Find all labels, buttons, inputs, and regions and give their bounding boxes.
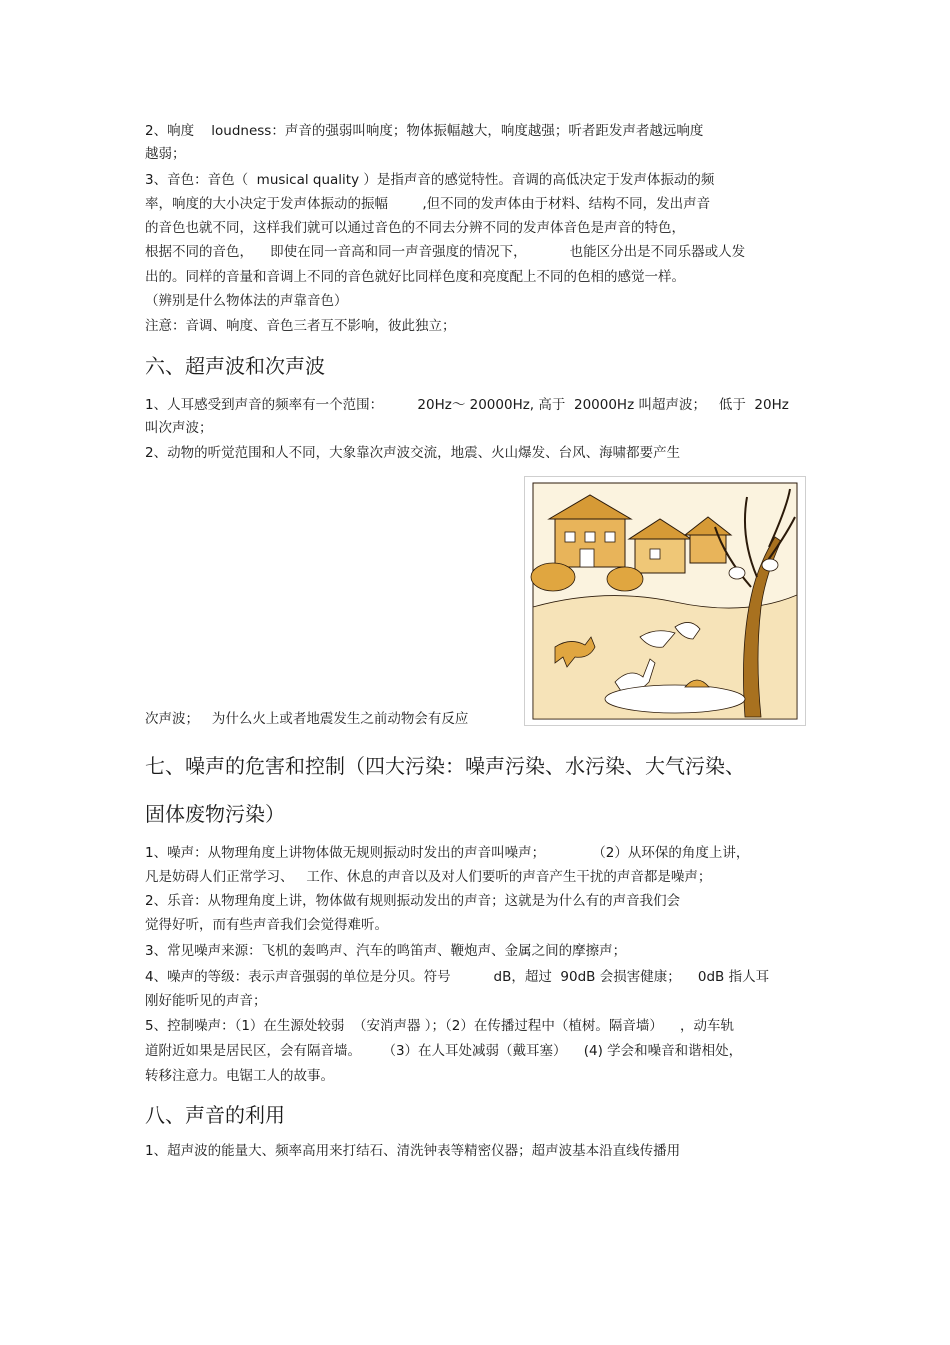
animal-hearing-line: 2、动物的听觉范围和人不同，大象靠次声波交流，地震、火山爆发、台风、海啸都要产生 [145, 445, 681, 461]
section6-heading: 六、超声波和次声波 [145, 354, 325, 378]
noise-level-line-2: 刚好能听见的声音； [145, 993, 267, 1009]
loudness-line-2: 越弱； [145, 146, 186, 162]
noise-control-line-1: 5、控制噪声：（1）在生源处较弱 （安消声器 ）；（2）在传播过程中（植树。隔音墙） ，动车轨 [145, 1018, 735, 1034]
timbre-line-6: （辨别是什么物体法的声靠音色） [145, 293, 348, 309]
music-line-2: 觉得好听，而有些声音我们会觉得难听。 [145, 917, 388, 933]
frequency-line-1: 1、人耳感受到声音的频率有一个范围： 20Hz～ 20000Hz, 高于 20000Hz 叫超声波； 低于 20Hz [145, 397, 789, 413]
noise-line-1: 1、噪声：从物理角度上讲物体做无规则振动时发出的声音叫噪声； （2）从环保的角度上讲， [145, 845, 750, 861]
section7-heading-line-2: 固体废物污染） [145, 802, 285, 826]
noise-control-line-2: 道附近如果是居民区，会有隔音墙。 （3）在人耳处减弱（戴耳塞） (4) 学会和噪音和谐相处， [145, 1043, 743, 1059]
noise-sources-line: 3、常见噪声来源：飞机的轰鸣声、汽车的鸣笛声、鞭炮声、金属之间的摩擦声； [145, 943, 627, 959]
ultrasound-use-line: 1、超声波的能量大、频率高用来打结石、清洗钟表等精密仪器；超声波基本沿直线传播用 [145, 1143, 681, 1159]
noise-line-2: 凡是妨碍人们正常学习、 工作、休息的声音以及对人们要听的声音产生干扰的声音都是噪声； [145, 869, 712, 885]
note-line: 注意：音调、响度、音色三者互不影响，彼此独立； [145, 318, 456, 334]
frequency-line-2: 叫次声波； [145, 420, 213, 436]
village-animals-illustration [524, 476, 806, 726]
infrasound-caption: 次声波； 为什么火上或者地震发生之前动物会有反应 [145, 711, 469, 727]
timbre-line-2: 率，响度的大小决定于发声体振动的振幅 ,但不同的发声体由于材料、结构不同，发出声音 [145, 196, 711, 212]
section8-heading: 八、声音的利用 [145, 1103, 285, 1127]
timbre-line-3: 的音色也就不同，这样我们就可以通过音色的不同去分辨不同的发声体音色是声音的特色， [145, 220, 685, 236]
timbre-line-4: 根据不同的音色， 即使在同一音高和同一声音强度的情况下， 也能区分出是不同乐器或人发 [145, 244, 746, 260]
noise-level-line-1: 4、噪声的等级：表示声音强弱的单位是分贝。符号 dB，超过 90dB 会损害健康； 0dB 指人耳 [145, 969, 770, 985]
section7-heading-line-1: 七、噪声的危害和控制（四大污染：噪声污染、水污染、大气污染、 [145, 754, 745, 778]
music-line-1: 2、乐音：从物理角度上讲，物体做有规则振动发出的声音；这就是为什么有的声音我们会 [145, 893, 681, 909]
timbre-line-1: 3、音色：音色（ musical quality ）是指声音的感觉特性。音调的高低决定于发声体振动的频 [145, 172, 715, 188]
noise-control-line-3: 转移注意力。电锯工人的故事。 [145, 1068, 334, 1084]
timbre-line-5: 出的。同样的音量和音调上不同的音色就好比同样色度和亮度配上不同的色相的感觉一样。 [145, 269, 685, 285]
loudness-line-1: 2、响度 loudness：声音的强弱叫响度；物体振幅越大，响度越强；听者距发声者越远响度 [145, 123, 704, 139]
